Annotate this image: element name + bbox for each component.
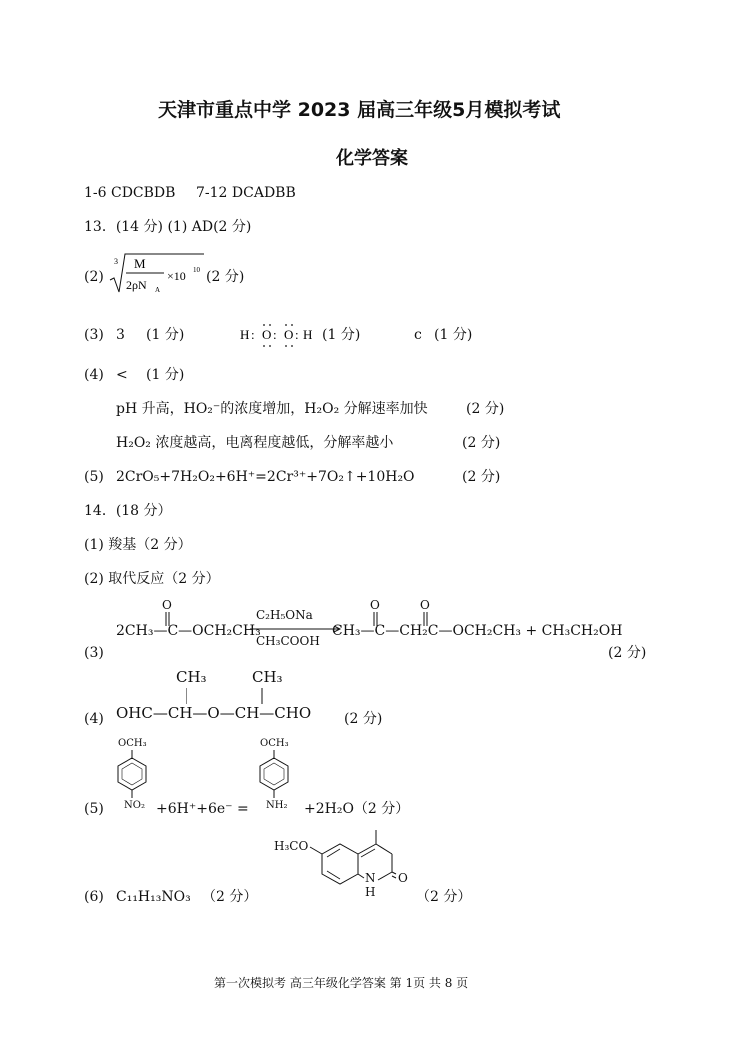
reactant: 2CH₃—C—OCH₂CH₃ [116,623,261,639]
svg-text::: : [251,327,255,342]
h3co-label: H₃CO [274,839,309,853]
nitroanisole-structure [112,738,162,818]
q13-2-label: (2) [84,269,104,285]
reagent-top: C₂H₅ONa [256,608,313,622]
q13-5-equation: 2CrO₅+7H₂O₂+6H⁺=2Cr³⁺+7O₂↑+10H₂O [116,469,415,485]
nh2-label: NH₂ [266,800,288,811]
page-subtitle: 化学答案 [336,148,408,169]
factor: ×10 [167,269,186,283]
q14-4-label: (4) [84,711,104,727]
q13-4-value: < [116,367,128,383]
product-carbonyl-o-2: O [420,598,430,612]
reactant-carbonyl-o: O [162,598,172,612]
q14-6-score-1: （2 分） [202,889,258,905]
q14-5-label: (5) [84,801,104,817]
q13-5-label: (5) [84,469,104,485]
exponent: 10 [193,266,200,274]
svg-text:O: O [262,327,272,342]
page-title: 天津市重点中学 2023 届高三年级5月模拟考试 [158,99,561,121]
ring-nh-h: H [365,885,376,899]
choice-answers-7-12: 7-12 DCADBB [196,185,296,201]
denominator: 2ρN [126,278,147,292]
ch3-branch-1: CH₃ [176,668,207,686]
q14-3-reaction-equation [110,598,623,656]
reagent-bottom: CH₃COOH [256,634,320,648]
q13-2-score: (2 分) [206,269,245,285]
product: CH₃—C—CH₂C—OCH₂CH₃ + CH₃CH₂OH [332,623,623,639]
carbonyl-o: O [398,871,408,885]
q14-6-label: (6) [84,889,104,905]
q14-5-middle: +6H⁺+6e⁻ = [156,801,249,817]
q14-3-score: (2 分) [608,645,647,661]
product-carbonyl-o-1: O [370,598,380,612]
svg-text::: : [273,327,277,342]
q13-3-label: (3) [84,327,104,343]
q13-4-line-1: pH 升高，HO₂⁻的浓度增加，H₂O₂ 分解速率加快 [116,401,428,417]
q14-4-formula: OHC—CH—O—CH—CHO [116,704,312,722]
q13-3-letter: c [414,327,422,343]
root-index: 3 [114,257,118,266]
q14-1-answer: (1) 羧基（2 分） [84,537,192,553]
och3-label-2: OCH₃ [260,738,289,749]
q14-6-score-2: （2 分） [416,889,472,905]
q13-5-score: (2 分) [462,469,501,485]
q13-4-label: (4) [84,367,104,383]
q14-3-label: (3) [84,645,104,661]
q14-4-structure [116,668,346,728]
no2-label: NO₂ [124,800,145,811]
q13-4-line-1-score: (2 分) [466,401,505,417]
choice-answers-1-6: 1-6 CDCBDB [84,185,176,201]
q14-heading: 14．(18 分） [84,503,172,519]
svg-text:O: O [284,327,294,342]
numerator: M [134,256,146,271]
ch3-branch-2: CH₃ [252,668,283,686]
denominator-sub: A [155,286,161,294]
q13-3-electron-formula [240,318,312,352]
q14-6-formula: C₁₁H₁₃NO₃ [116,889,191,905]
q13-4-line-2-score: (2 分) [462,435,501,451]
q13-heading: 13．(14 分) (1) AD(2 分) [84,219,252,235]
q13-3-score-2: (1 分) [322,327,361,343]
q14-4-score: (2 分) [344,711,383,727]
q14-5-tail: +2H₂O（2 分） [304,801,410,817]
svg-text:H: H [240,327,250,342]
svg-text::: : [295,327,299,342]
quinolinone-structure [272,828,412,902]
q13-4-score: (1 分) [146,367,185,383]
anisidine-structure [254,738,304,818]
och3-label: OCH₃ [118,738,147,749]
q13-4-line-2: H₂O₂ 浓度越高，电离程度越低，分解率越小 [116,435,394,451]
q14-2-answer: (2) 取代反应（2 分） [84,571,220,587]
q13-2-cube-root-expression [108,250,208,296]
q13-3-score-3: (1 分) [434,327,473,343]
ring-n: N [365,871,376,885]
q13-3-value: 3 [116,327,125,343]
svg-text:H: H [303,327,312,342]
page-footer: 第一次模拟考 高三年级化学答案 第 1页 共 8 页 [214,976,469,990]
q13-3-score-1: (1 分) [146,327,185,343]
